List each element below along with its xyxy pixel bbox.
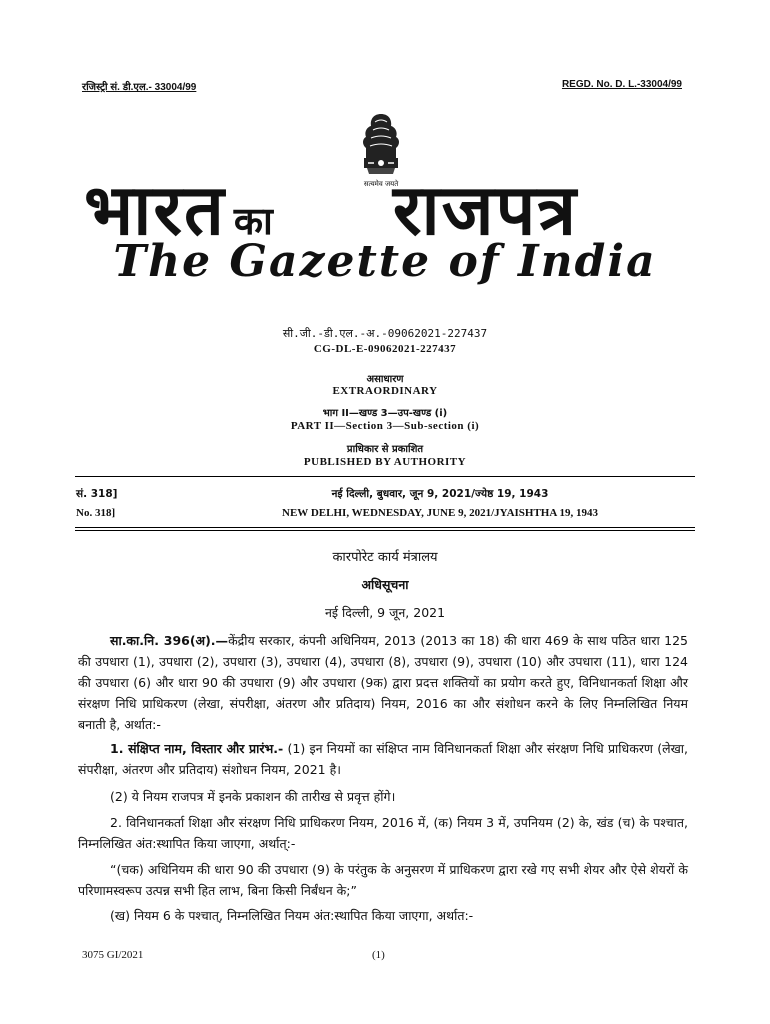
emblem-motto: सत्यमेव जयते bbox=[363, 180, 399, 188]
rule1-text: (1) इन नियमों का संक्षिप्त नाम विनिधानकर्ता शिक्षा और संरक्षण निधि प्राधिकरण (लेखा, संपरीक्षा, अंतरण और प्रतिदाय) संशोधन नियम, 2021 है। bbox=[78, 741, 689, 777]
rule1-heading: 1. संक्षिप्त नाम, विस्तार और प्रारंभ.- bbox=[110, 741, 284, 756]
gsr-number: सा.का.नि. 396(अ).— bbox=[110, 633, 229, 648]
extraordinary-english: EXTRAORDINARY bbox=[332, 385, 438, 397]
issue-no-hindi: सं. 318] bbox=[76, 488, 118, 500]
rule1-paragraph bbox=[78, 738, 688, 780]
masthead-hindi-rajpatra: राजपत्र bbox=[392, 169, 579, 251]
registration-hindi: रजिस्ट्री सं. डी.एल.- 33004/99 bbox=[82, 82, 197, 93]
registration-english: REGD. No. D. L.-33004/99 bbox=[561, 79, 682, 90]
part-hindi: भाग II—खण्ड 3—उप-खण्ड (i) bbox=[322, 408, 448, 419]
cg-id-hindi: सी.जी.-डी.एल.-अ.-09062021-227437 bbox=[282, 327, 488, 340]
cg-id-english: CG-DL-E-09062021-227437 bbox=[313, 343, 457, 355]
issue-date-hindi: नई दिल्ली, बुधवार, जून 9, 2021/ज्येष्ठ 19, 1943 bbox=[331, 488, 549, 500]
issue-date-english: NEW DELHI, WEDNESDAY, JUNE 9, 2021/JYAISHTHA 19, 1943 bbox=[282, 507, 598, 519]
quoted-insertion: “(चक) अधिनियम की धारा 90 की उपधारा (9) के परंतुक के अनुसरण में प्राधिकरण द्वारा रखे गए सभी शेयर और ऐसे शेयरों के परिणामस्वरूप उत्पन्न सभी हित लाभ, बिना किसी निर्बंधन के;” bbox=[78, 862, 688, 898]
masthead-hindi-bharat: भारत bbox=[84, 169, 226, 251]
notification-heading: अधिसूचना bbox=[361, 577, 409, 592]
place-date: नई दिल्ली, 9 जून, 2021 bbox=[324, 605, 446, 620]
rule-top bbox=[75, 476, 695, 477]
kha-paragraph: (ख) नियम 6 के पश्चात्, निम्नलिखित नियम अंत:स्थापित किया जाएगा, अर्थात:- bbox=[110, 908, 474, 923]
issue-no-english: No. 318] bbox=[76, 507, 116, 519]
footer-code: 3075 GI/2021 bbox=[82, 949, 144, 961]
rule2-paragraph: 2. विनिधानकर्ता शिक्षा और संरक्षण निधि प्राधिकरण नियम, 2016 में, (क) नियम 3 में, उपनियम (2) के, खंड (च) के पश्चात, निम्नलिखित अंत:स्थापित किया जाएगा, अर्थात्:- bbox=[78, 815, 688, 851]
preamble-text: केंद्रीय सरकार, कंपनी अधिनियम, 2013 (2013 का 18) की धारा 469 के साथ पठित धारा 125 की उपधारा (1), उपधारा (2), उपधारा (3), उपधारा (4), उपधारा (8), उपधारा (9), उपधारा (10) और उपधारा (11), धारा 124 की उपधारा (6) और धारा 90 की उपधारा (9) और उपधारा (9क) द्वारा प्रदत्त शक्तियों का प्रयोग करते हुए, विनिधानकर्ता शिक्षा और संरक्षण निधि प्राधिकरण (लेखा, संपरीक्षा, अंतरण और प्रतिदाय) नियम, 2016 का और संशोधन करने के लिए निम्नलिखित नियम बनाती है, अर्थात:- bbox=[78, 633, 688, 732]
extraordinary-hindi: असाधारण bbox=[366, 374, 404, 385]
masthead-english: The Gazette of India bbox=[113, 236, 657, 287]
preamble-paragraph bbox=[78, 630, 688, 735]
authority-hindi: प्राधिकार से प्रकाशित bbox=[346, 444, 424, 455]
rule-mid-double bbox=[75, 530, 695, 531]
rule1-sub2: (2) ये नियम राजपत्र में इनके प्रकाशन की तारीख से प्रवृत्त होंगे। bbox=[110, 789, 396, 804]
rule-mid bbox=[75, 527, 695, 528]
ministry-name: कारपोरेट कार्य मंत्रालय bbox=[332, 550, 438, 565]
part-english: PART II—Section 3—Sub-section (i) bbox=[290, 420, 480, 432]
masthead-hindi-ka: का bbox=[233, 199, 275, 243]
page-number: (1) bbox=[372, 949, 385, 961]
authority-english: PUBLISHED BY AUTHORITY bbox=[303, 456, 467, 468]
